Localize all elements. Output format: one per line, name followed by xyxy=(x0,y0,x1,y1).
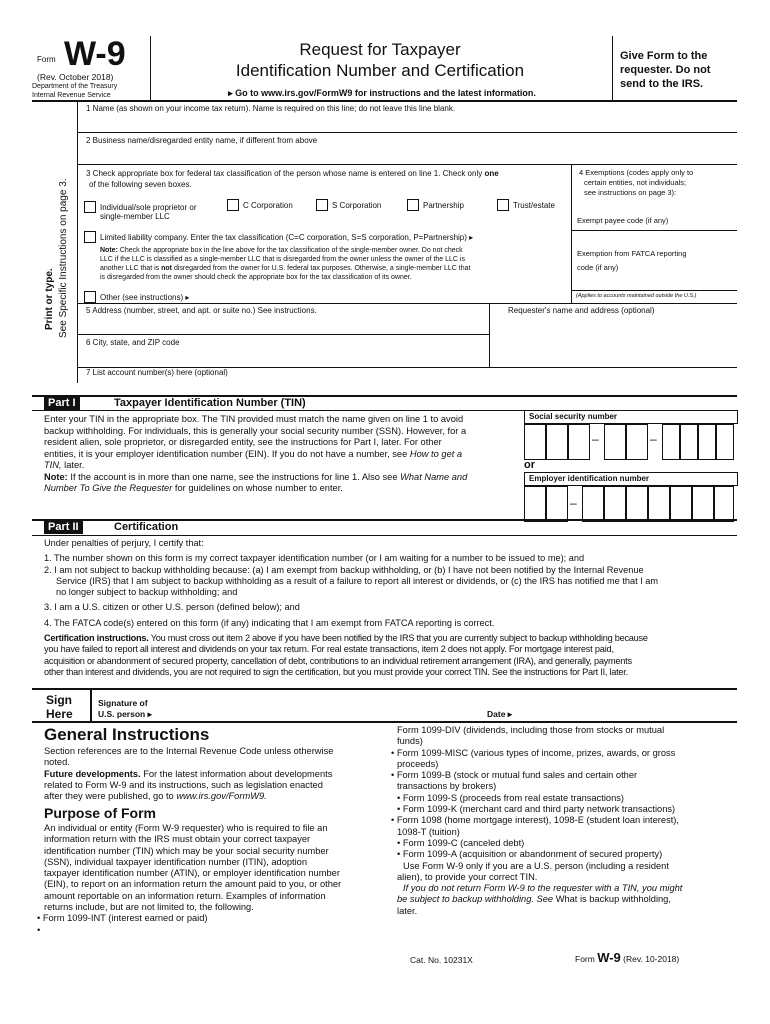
trust-estate-label: Trust/estate xyxy=(513,201,555,210)
llc-label: Limited liability company. Enter the tax classification (C=C corporation, S=S corporation, P=Partnership) ▸ xyxy=(100,233,474,242)
form-title-line-1: Request for Taxpayer xyxy=(299,40,461,59)
s-corporation-checkbox[interactable] xyxy=(316,199,328,211)
exempt-payee-label: Exempt payee code (if any) xyxy=(577,216,669,225)
line-6-label: 6 City, state, and ZIP code xyxy=(86,338,180,347)
partnership-label: Partnership xyxy=(423,201,464,210)
part-1-title: Taxpayer Identification Number (TIN) xyxy=(114,397,306,409)
give-form-note-1: Give Form to the xyxy=(620,50,708,62)
ssn-digit-box[interactable] xyxy=(524,424,546,460)
give-form-note-2: requester. Do not xyxy=(620,64,711,76)
exemptions-heading-3: see instructions on page 3): xyxy=(584,188,677,197)
ssn-digit-box[interactable] xyxy=(698,424,716,460)
department-line-2: Internal Revenue Service xyxy=(32,92,111,99)
requester-field[interactable] xyxy=(494,318,734,364)
exempt-payee-field[interactable] xyxy=(686,213,734,225)
other-label: Other (see instructions) ▸ xyxy=(100,293,190,302)
certification-text: Under penalties of perjury, I certify that: 1. The number shown on this form is my correct taxpayer identification number (or I am waiting for a number to be issued to me); and 2. I am not subject to backup withholding because: (a) I am exempt from backup withholding, or (b) I have not been notified by the Internal Revenue Service (IRS) that I am subject to backup withholding as a result of a failure to report all interest or dividends, or (c) the IRS has notified me that I am no longer subject to backup withholding; and 3. I am a U.S. citizen or other U.S. person (defined below); and 4. The FATCA code(s) entered on this form (if any) indicating that I am exempt from FATCA reporting is correct. Certification instructions. You must cross out item 2 above if you have been notified by the IRS that you are currently subject to backup withholding because you have failed to report all interest and dividends on your tax return. For real estate transactions, item 2 does not apply. For mortgage interest paid, acquisition or abandonment of secured property, cancellation of debt, contributions to an individual retirement arrangement (IRA), and generally, payments other than interest and dividends, you are not required to sign the certification, but you must provide your correct TIN. See the instructions for Part II, later. xyxy=(44,538,659,677)
llc-checkbox[interactable] xyxy=(84,231,96,243)
exemptions-heading: 4 Exemptions (codes apply only to xyxy=(579,168,694,177)
revision-date: (Rev. October 2018) xyxy=(37,72,114,82)
ssn-digit-box[interactable] xyxy=(568,424,590,460)
fatca-applies-note: (Applies to accounts maintained outside the U.S.) xyxy=(576,293,697,299)
footer-form-label: Form W-9 (Rev. 10-2018) xyxy=(575,950,680,965)
department-line: Department of the Treasury xyxy=(32,83,118,90)
fatca-code-field[interactable] xyxy=(630,260,730,272)
ssn-digit-box[interactable] xyxy=(626,424,648,460)
catalog-number: Cat. No. 10231X xyxy=(410,955,473,965)
ssn-dash: – xyxy=(650,432,657,446)
other-checkbox[interactable] xyxy=(84,291,96,303)
purpose-text: An individual or entity (Form W-9 requester) who is required to file an information return with the IRS must obtain your correct taxpayer identification number (TIN) which may be your social security number (SSN), individual taxpayer identification number (ITIN), adoption taxpayer identification number (ATIN), or employer identification number (EIN), to report on an information return the amount paid to you, or other amount reportable on an information return. Examples of information returns include, but are not limited to, the following. • Form 1099-INT (interest earned or paid) • xyxy=(37,823,342,935)
llc-note-2: LLC if the LLC is classified as a single-member LLC that is disregarded from the owner unless the owner of the LLC is xyxy=(100,256,465,263)
requester-label: Requester's name and address (optional) xyxy=(508,306,655,315)
form-number: W-9 xyxy=(64,35,126,73)
purpose-heading: Purpose of Form xyxy=(44,805,157,821)
ein-digit-box[interactable] xyxy=(648,486,670,522)
part-2-title: Certification xyxy=(114,521,179,533)
ssn-digit-box[interactable] xyxy=(680,424,698,460)
part-1-text: Enter your TIN in the appropriate box. The TIN provided must match the name given on line 1 to avoid backup withholding. For individuals, this is generally your social security number (SSN). However, for a resident alien, sole proprietor, or disregarded entity, see the instructions for Part I, later. For other entities, it is your employer identification number (EIN). If you do not have a number, see How to get a TIN, later. Note: If the account is in more than one name, see the instructions for line 1. Also see What Name and Number To Give the Requester for guidelines on whose number to enter. xyxy=(44,414,468,493)
c-corporation-label: C Corporation xyxy=(243,201,293,210)
part-1-label: Part I xyxy=(44,396,80,410)
side-print-label: Print or type. xyxy=(44,268,55,330)
general-instructions-heading: General Instructions xyxy=(44,725,210,744)
line-5-label: 5 Address (number, street, and apt. or suite no.) See instructions. xyxy=(86,306,317,315)
give-form-note-3: send to the IRS. xyxy=(620,78,704,90)
date-field[interactable] xyxy=(520,696,730,720)
ein-digit-box[interactable] xyxy=(524,486,546,522)
date-label: Date ▸ xyxy=(487,709,513,719)
form-title-line-2: Identification Number and Certification xyxy=(235,61,525,80)
ssn-digit-box[interactable] xyxy=(662,424,680,460)
ein-digit-box[interactable] xyxy=(604,486,626,522)
or-label: or xyxy=(524,459,535,471)
line-7-label: 7 List account number(s) here (optional) xyxy=(86,368,228,377)
ein-digit-box[interactable] xyxy=(582,486,604,522)
ssn-label: Social security number xyxy=(524,410,738,424)
ssn-dash: – xyxy=(592,432,599,446)
line-3-label: 3 Check appropriate box for federal tax classification of the person whose name is entered on line 1. Check only one xyxy=(86,169,499,178)
individual-checkbox[interactable] xyxy=(84,201,96,213)
sign-label: Sign xyxy=(46,693,72,707)
line-2-label: 2 Business name/disregarded entity name, if different from above xyxy=(86,136,318,145)
ein-digit-box[interactable] xyxy=(546,486,568,522)
fatca-label-2: code (if any) xyxy=(577,263,619,272)
part-2-label: Part II xyxy=(44,520,83,534)
ssn-digit-box[interactable] xyxy=(546,424,568,460)
s-corporation-label: S Corporation xyxy=(332,201,382,210)
business-name-field[interactable] xyxy=(86,147,736,163)
ein-digit-box[interactable] xyxy=(626,486,648,522)
address-field[interactable] xyxy=(86,318,486,332)
account-numbers-field[interactable] xyxy=(86,379,736,389)
llc-note-3: another LLC that is not disregarded from the owner for U.S. federal tax purposes. Otherwise, a single-member LLC that xyxy=(100,265,471,272)
llc-classification-field[interactable] xyxy=(517,231,567,243)
exemptions-heading-2: certain entities, not individuals; xyxy=(584,178,687,187)
signature-field[interactable] xyxy=(165,696,475,720)
here-label: Here xyxy=(46,707,73,721)
line-3-sublabel: of the following seven boxes. xyxy=(89,180,192,189)
fatca-label: Exemption from FATCA reporting xyxy=(577,249,687,258)
ein-digit-box[interactable] xyxy=(670,486,692,522)
signature-label: Signature of xyxy=(98,698,148,708)
city-state-zip-field[interactable] xyxy=(86,349,486,365)
instructions-right-column: Form 1099-DIV (dividends, including those from stocks or mutual funds) • Form 1099-MISC (various types of income, prizes, awards, or gross proceeds) • Form 1099-B (stock or mutual fund sales and certain other transactions by brokers) • Form 1099-S (proceeds from real estate transactions) • Form 1099-K (merchant card and third party network transactions) • Form 1098 (home mortgage interest), 1098-E (student loan interest), 1098-T (tuition) • Form 1099-C (canceled debt) • Form 1099-A (acquisition or abandonment of secured property) Use Form W-9 only if you are a U.S. person (including a resident alien), to provide your correct TIN. If you do not return Form W-9 to the requester with a TIN, you might be subject to backup withholding. See What is backup withholding, later. xyxy=(391,725,683,916)
ein-digit-box[interactable] xyxy=(692,486,714,522)
individual-label-2: single-member LLC xyxy=(100,212,170,221)
ein-digit-box[interactable] xyxy=(714,486,734,522)
ssn-digit-box[interactable] xyxy=(604,424,626,460)
instructions-left-column: Section references are to the Internal Revenue Code unless otherwise noted. Future developments. For the latest information about developments related to Form W-9 and its instructions, such as legislation enacted after they were published, go to www.irs.gov/FormW9. xyxy=(44,746,334,802)
name-field[interactable] xyxy=(86,115,736,131)
llc-note: Note: Check the appropriate box in the line above for the tax classification of the single-member owner. Do not check xyxy=(100,247,463,254)
ein-label: Employer identification number xyxy=(524,472,738,486)
form-word: Form xyxy=(37,55,56,64)
instructions-link-text: ▸ Go to www.irs.gov/FormW9 for instructions and the latest information. xyxy=(228,88,536,98)
ssn-digit-box[interactable] xyxy=(716,424,734,460)
trust-estate-checkbox[interactable] xyxy=(497,199,509,211)
arrow-icon: ▸ xyxy=(228,88,233,98)
signature-label-2: U.S. person ▸ xyxy=(98,709,152,719)
c-corporation-checkbox[interactable] xyxy=(227,199,239,211)
llc-note-4: is disregarded from the owner should check the appropriate box for the tax classification of its owner. xyxy=(100,274,412,281)
partnership-checkbox[interactable] xyxy=(407,199,419,211)
other-field[interactable] xyxy=(210,291,560,303)
individual-label: Individual/sole proprietor or xyxy=(100,203,197,212)
side-instructions-label: See Specific Instructions on page 3. xyxy=(58,178,69,338)
line-1-label: 1 Name (as shown on your income tax return). Name is required on this line; do not leave this line blank. xyxy=(86,104,456,113)
ein-dash: – xyxy=(570,496,577,510)
